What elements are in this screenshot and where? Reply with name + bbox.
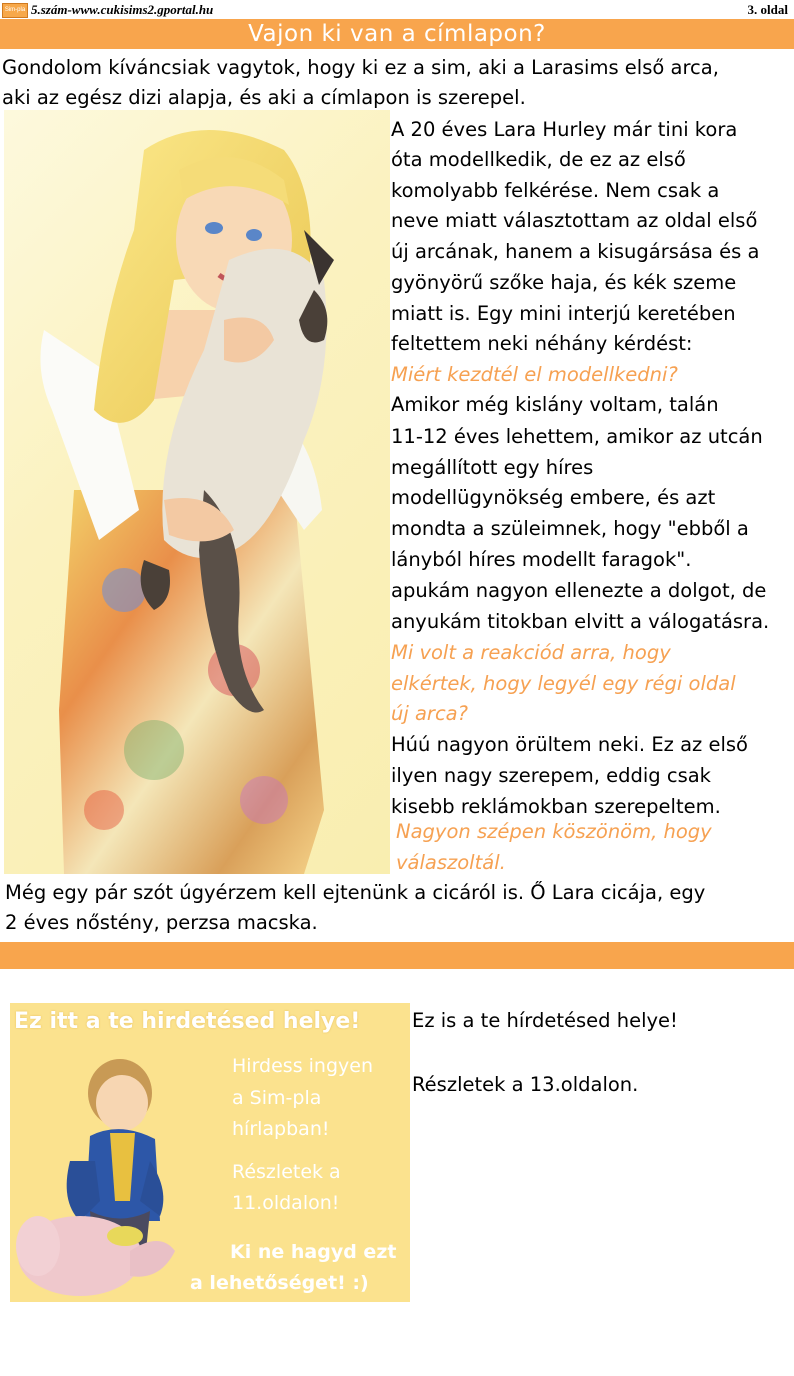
ad-line-4: Részletek a xyxy=(232,1161,341,1183)
section-divider xyxy=(0,942,794,969)
article-title: Vajon ki van a címlapon? xyxy=(248,21,546,47)
interview-answer-line: A 20 éves Lara Hurley már tini kora xyxy=(391,118,738,141)
interview-answer-line: gyönyörű szőke haja, és kék szeme xyxy=(391,271,737,294)
interview-answer-line: feltettem neki néhány kérdést: xyxy=(391,332,693,355)
interview-answer-line: mondta a szüleimnek, hogy "ebből a xyxy=(391,517,749,540)
interview-answer-line: miatt is. Egy mini interjú keretében xyxy=(391,302,736,325)
issue-site: 5.szám-www.cukisims2.gportal.hu xyxy=(31,2,214,17)
intro-line-2: aki az egész dizi alapja, és aki a címlapon is szerepel. xyxy=(2,86,526,109)
title-bar xyxy=(0,19,794,49)
page-number: 3. oldal xyxy=(747,2,788,17)
intro-line-1: Gondolom kíváncsiak vagytok, hogy ki ez a sim, aki a Larasims első arca, xyxy=(2,56,719,79)
outro-line-1: Még egy pár szót úgyérzem kell ejtenünk a cicáról is. Ő Lara cicája, egy xyxy=(5,881,706,904)
ad-cta-line-2: a lehetőséget! :) xyxy=(190,1272,369,1294)
ad-line-3: hírlapban! xyxy=(232,1118,330,1140)
interview-answer-line: ilyen nagy szerepem, eddig csak xyxy=(391,764,711,787)
interview-answer-line: komolyabb felkérése. Nem csak a xyxy=(391,179,720,202)
ad-cta-line-1: Ki ne hagyd ezt xyxy=(230,1241,397,1263)
interview-question-line: új arca? xyxy=(391,702,468,725)
ad-side-line-2: Részletek a 13.oldalon. xyxy=(412,1073,639,1096)
interview-answer-line: anyukám titokban elvitt a válogatásra. xyxy=(391,610,770,633)
ad-banner[interactable] xyxy=(10,1003,410,1302)
interview-question-line: Nagyon szépen köszönöm, hogy xyxy=(396,820,712,843)
interview-answer-line: modellügynökség embere, és azt xyxy=(391,486,716,509)
ad-line-2: a Sim-pla xyxy=(232,1087,322,1109)
interview-answer-line: megállított egy híres xyxy=(391,456,594,479)
outro-line-2: 2 éves nőstény, perzsa macska. xyxy=(5,911,318,934)
interview-answer-line: óta modellkedik, de ez az első xyxy=(391,148,686,171)
interview-answer-line: kisebb reklámokban szerepeltem. xyxy=(391,795,721,818)
interview-answer-line: új arcának, hanem a kisugársása és a xyxy=(391,240,760,263)
interview-answer-line: Amikor még kislány voltam, talán xyxy=(391,393,719,416)
interview-answer-line: lányból híres modellt faragok". xyxy=(391,548,692,571)
toddler-with-plush-image xyxy=(10,1051,240,1302)
interview-question-line: Mi volt a reakciód arra, hogy xyxy=(391,641,671,664)
interview-question-line: válaszoltál. xyxy=(396,851,506,874)
interview-answer-line: 11-12 éves lehettem, amikor az utcán xyxy=(391,425,763,448)
interview-answer-line: apukám nagyon ellenezte a dolgot, de xyxy=(391,579,767,602)
ad-line-5: 11.oldalon! xyxy=(232,1192,340,1214)
simpla-logo: Sim-pla xyxy=(2,3,28,18)
interview-question-line: Miért kezdtél el modellkedni? xyxy=(391,363,678,386)
lara-with-cat-photo xyxy=(4,110,390,874)
ad-line-1: Hirdess ingyen xyxy=(232,1055,373,1077)
page-header xyxy=(0,0,794,20)
interview-answer-line: neve miatt választottam az oldal első xyxy=(391,209,758,232)
interview-answer-line: Húú nagyon örültem neki. Ez az első xyxy=(391,733,748,756)
interview-question-line: elkértek, hogy legyél egy régi oldal xyxy=(391,672,736,695)
ad-title: Ez itt a te hirdetésed helye! xyxy=(14,1009,361,1034)
ad-side-line-1: Ez is a te hírdetésed helye! xyxy=(412,1009,678,1032)
